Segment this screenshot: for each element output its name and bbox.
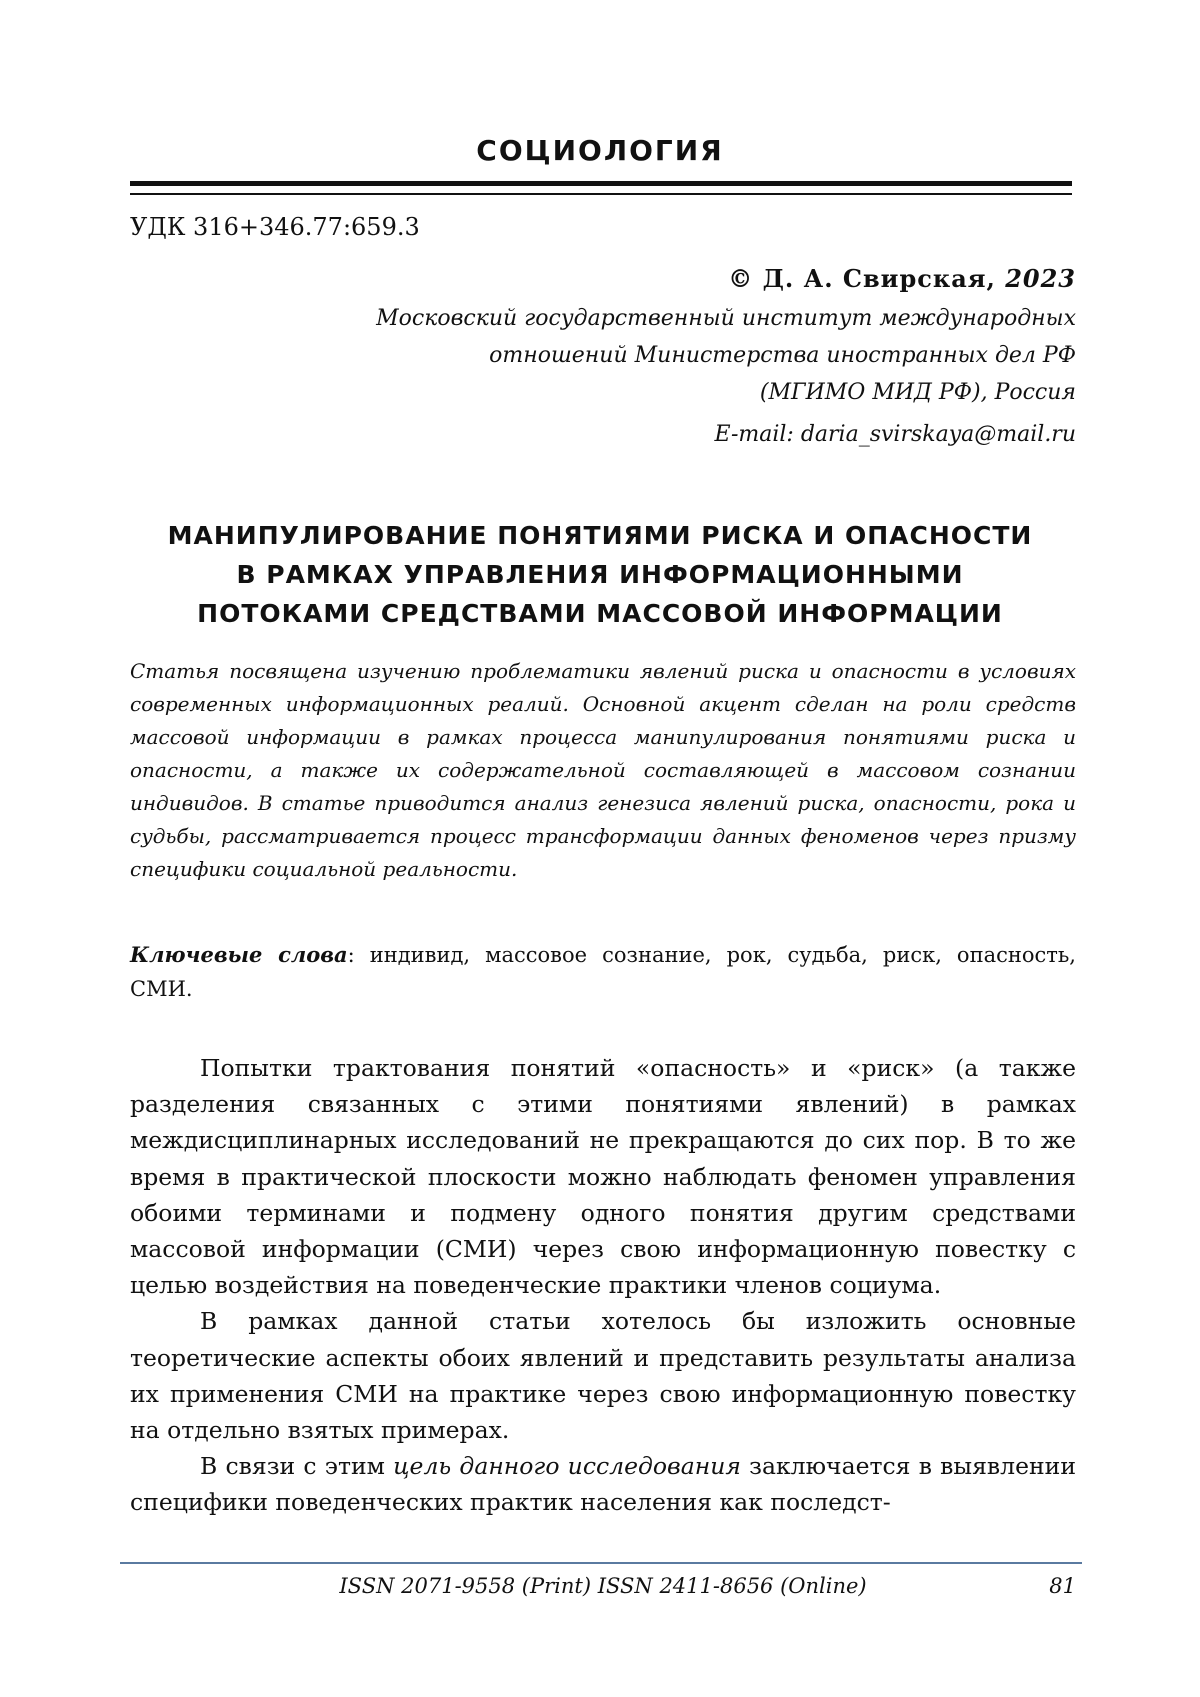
article-title-line: МАНИПУЛИРОВАНИЕ ПОНЯТИЯМИ РИСКА И ОПАСНОСТИ <box>110 516 1090 555</box>
affiliation-line: (МГИМО МИД РФ), Россия <box>130 374 1076 411</box>
publication-year: 2023 <box>1005 264 1076 293</box>
body-paragraph: Попытки трактования понятий «опасность» и «риск» (а также разделения связанных с этими понятиями явлений) в рамках междисциплинарных исследований не прекращаются до сих пор. В то же время в практической плоскости можно наблюдать феномен управления обоими терминами и подмену одного понятия другим средствами массовой информации (СМИ) через свою информационную повестку с целью воздействия на поведенческие практики членов социума. <box>130 1050 1076 1303</box>
body-paragraph <box>130 1448 1076 1520</box>
article-title-line: В РАМКАХ УПРАВЛЕНИЯ ИНФОРМАЦИОННЫМИ <box>110 555 1090 594</box>
header-rule-thin <box>130 193 1072 195</box>
author-line <box>130 262 1076 296</box>
article-title-line: ПОТОКАМИ СРЕДСТВАМИ МАССОВОЙ ИНФОРМАЦИИ <box>110 594 1090 633</box>
affiliation-line: отношений Министерства иностранных дел РФ <box>130 337 1076 374</box>
abstract: Статья посвящена изучению проблематики явлений риска и опасности в условиях современных информационных реалий. Основной акцент сделан на роли средств массовой информации в рамках процесса манипулирования понятиями риска и опасности, а также их содержательной составляющей в массовом сознании индивидов. В статье приводится анализ генезиса явлений риска, опасности, рока и судьбы, рассматривается процесс трансформации данных феноменов через призму специфики социальной реальности. <box>130 655 1076 886</box>
author-affiliation <box>130 300 1076 411</box>
keywords <box>130 938 1076 1006</box>
author-name: © Д. А. Свирская, <box>728 264 996 293</box>
body-text-span: заключается в выявлении специфики поведенческих практик населения как последст- <box>130 1452 1076 1516</box>
affiliation-line: Московский государственный институт международных <box>130 300 1076 337</box>
issn: ISSN 2071-9558 (Print) ISSN 2411-8656 (Online) <box>130 1570 1076 1602</box>
keywords-label: Ключевые слова <box>130 942 348 967</box>
author-block <box>130 262 1076 451</box>
keywords-list: : индивид, массовое сознание, рок, судьба, риск, опасность, СМИ. <box>130 943 1076 1001</box>
research-goal-emphasis: цель данного исследования <box>393 1452 741 1480</box>
page-number: 81 <box>1049 1570 1076 1602</box>
header-rule-thick <box>130 181 1072 186</box>
body-paragraph: В рамках данной статьи хотелось бы изложить основные теоретические аспекты обоих явлений и представить результаты анализа их применения СМИ на практике через свою информационную повестку на отдельно взятых примерах. <box>130 1303 1076 1448</box>
footer-rule <box>120 1562 1082 1564</box>
article-body <box>130 1050 1076 1521</box>
udk-code: УДК 316+346.77:659.3 <box>130 211 420 243</box>
author-email: E-mail: daria_svirskaya@mail.ru <box>130 419 1076 451</box>
article-title <box>110 516 1090 633</box>
body-text-span: В связи с этим <box>200 1452 393 1480</box>
section-title: СОЦИОЛОГИЯ <box>0 134 1200 168</box>
